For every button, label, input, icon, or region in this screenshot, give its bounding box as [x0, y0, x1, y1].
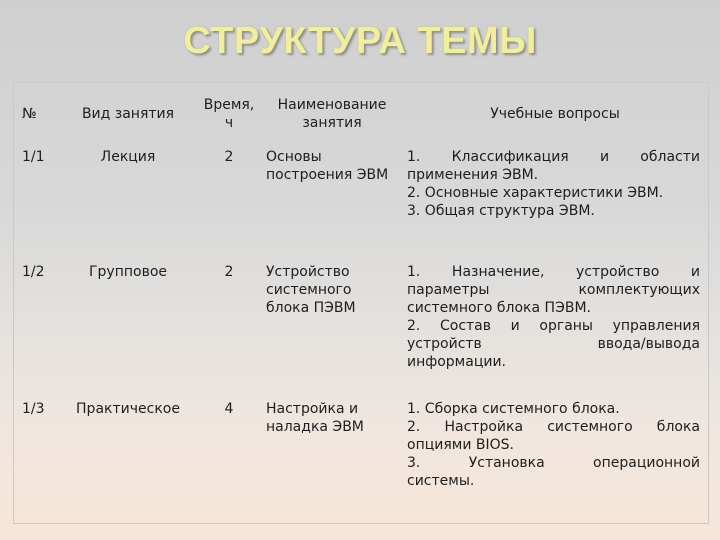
- header-questions: Учебные вопросы: [490, 106, 620, 122]
- question-line: 1. Назначение, устройство и: [407, 264, 700, 280]
- question-line: 3. Установка операционной: [407, 455, 700, 471]
- table-row: [14, 397, 708, 528]
- header-time-line1: Время,: [203, 97, 255, 113]
- question-line: 2. Состав и органы управления: [407, 318, 700, 334]
- table-row: [14, 260, 708, 397]
- header-time-line2: ч: [224, 115, 234, 131]
- row-time: 2: [224, 264, 234, 280]
- header-number: №: [22, 106, 37, 122]
- table-row: [14, 145, 708, 260]
- row-lesson-type: Практическое: [76, 401, 180, 417]
- question-line: устройств ввода/вывода: [407, 336, 700, 352]
- question-line: 1. Классификация и области: [407, 149, 700, 165]
- row-number: 1/2: [22, 264, 45, 280]
- table-header-row: [14, 83, 708, 145]
- row-number: 1/1: [22, 149, 45, 165]
- header-name-line1: Наименование: [277, 97, 387, 113]
- question-line: системного блока ПЭВМ.: [407, 300, 591, 316]
- question-line: применения ЭВМ.: [407, 167, 539, 183]
- header-time: [196, 83, 262, 145]
- header-name-line2: занятия: [302, 115, 362, 131]
- question-line: 1. Сборка системного блока.: [407, 401, 620, 417]
- topic-structure-table: [13, 82, 709, 524]
- row-questions: [402, 145, 708, 260]
- row-lesson-name: Основы построения ЭВМ: [266, 149, 389, 183]
- page-title: СТРУКТУРА ТЕМЫ: [183, 20, 537, 62]
- header-lesson-name: [262, 83, 402, 145]
- question-line: 2. Основные характеристики ЭВМ.: [407, 185, 664, 201]
- question-line: 2. Настройка системного блока: [407, 419, 700, 435]
- question-line: 3. Общая структура ЭВМ.: [407, 203, 595, 219]
- header-lesson-type: Вид занятия: [81, 106, 175, 122]
- row-questions: [402, 260, 708, 397]
- row-lesson-type: Лекция: [100, 149, 156, 165]
- row-number: 1/3: [22, 401, 45, 417]
- row-time: 2: [224, 149, 234, 165]
- question-line: параметры комплектующих: [407, 282, 700, 298]
- row-questions: [402, 397, 708, 528]
- row-lesson-name: Устройство системного блока ПЭВМ: [266, 264, 356, 316]
- question-line: информации.: [407, 354, 506, 370]
- row-time: 4: [224, 401, 234, 417]
- row-lesson-type: Групповое: [88, 264, 167, 280]
- row-lesson-name: Настройка и наладка ЭВМ: [266, 401, 364, 435]
- question-line: системы.: [407, 473, 475, 489]
- question-line: опциями BIOS.: [407, 437, 514, 453]
